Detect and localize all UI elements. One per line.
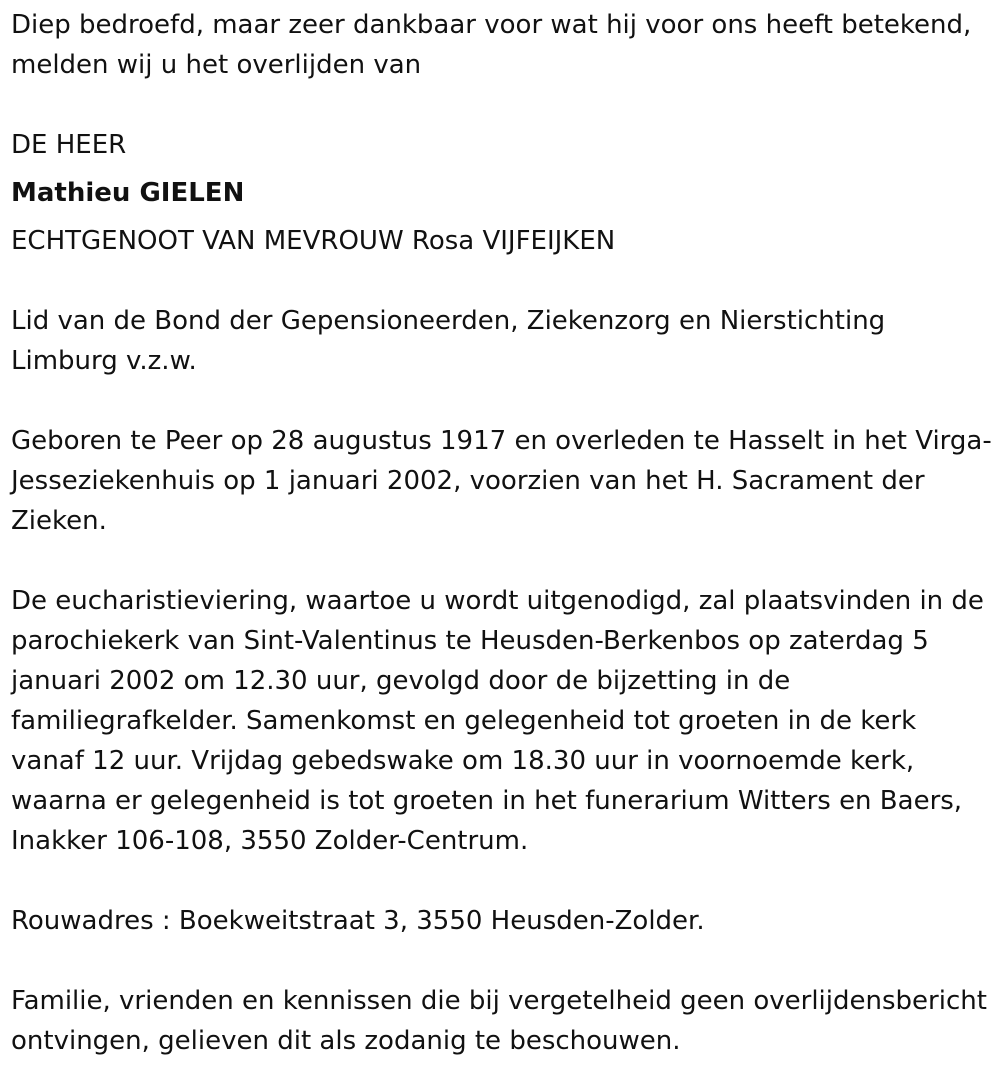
deceased-name: Mathieu GIELEN (11, 178, 245, 208)
membership-paragraph: Lid van de Bond der Gepensioneerden, Ziekenzorg en Nierstichting Limburg v.z.w. (11, 306, 886, 376)
intro-paragraph: Diep bedroefd, maar zeer dankbaar voor wat hij voor ons heeft betekend, melden wij u het overlijden van (11, 10, 972, 80)
spacer (11, 85, 996, 125)
birth-death-paragraph: Geboren te Peer op 28 augustus 1917 en overleden te Hasselt in het Virga-Jesseziekenhuis op 1 januari 2002, voorzien van het H. Sacrament der Zieken. (11, 426, 992, 536)
ceremony-paragraph: De eucharistieviering, waartoe u wordt uitgenodigd, zal plaatsvinden in de parochiekerk van Sint-Valentinus te Heusden-Berkenbos op zaterdag 5 januari 2002 om 12.30 uur, gevolgd door de bijzetting in de familiegrafkelder. Samenkomst en gelegenheid tot groeten in de kerk vanaf 12 uur. Vrijdag gebedswake om 18.30 uur in voornoemde kerk, waarna er gelegenheid is tot groeten in het funerarium Witters en Baers, Inakker 106-108, 3550 Zolder-Centrum. (11, 586, 984, 856)
spacer (11, 261, 996, 301)
honorific-title: DE HEER (11, 130, 127, 160)
spacer (11, 941, 996, 981)
spacer (11, 541, 996, 581)
spacer (11, 861, 996, 901)
death-notice (11, 5, 996, 1061)
spouse-line: ECHTGENOOT VAN MEVROUW Rosa VIJFEIJKEN (11, 226, 616, 256)
closing-paragraph: Familie, vrienden en kennissen die bij vergetelheid geen overlijdensbericht ontvingen, gelieven dit als zodanig te beschouwen. (11, 986, 987, 1056)
spacer (11, 381, 996, 421)
mourning-address: Rouwadres : Boekweitstraat 3, 3550 Heusden-Zolder. (11, 906, 705, 936)
